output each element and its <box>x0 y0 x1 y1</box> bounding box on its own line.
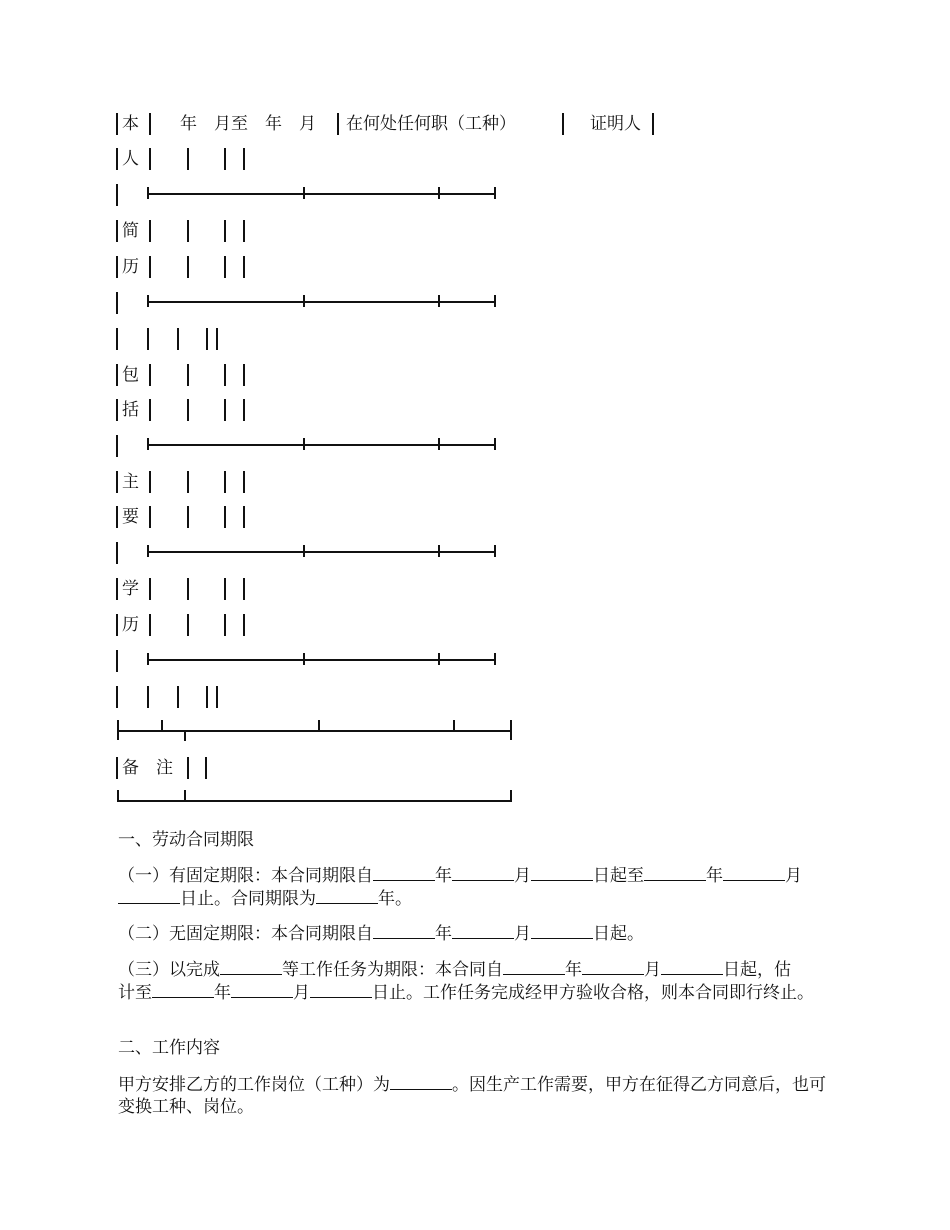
table-border <box>116 328 118 350</box>
paragraph-text: 日起。 <box>593 924 644 944</box>
table-row-label: 要 <box>122 507 139 527</box>
table-rule-tick <box>438 545 440 557</box>
table-rule-tick <box>184 731 186 741</box>
table-border <box>224 148 226 170</box>
table-header-col1: 本 <box>122 114 139 134</box>
paragraph-text: 年。 <box>378 889 412 909</box>
table-border <box>149 614 151 636</box>
table-border <box>149 364 151 386</box>
table-row-label: 人 <box>122 149 139 169</box>
table-border <box>243 148 245 170</box>
paragraph-text: 等工作任务为期限：本合同自 <box>282 960 503 980</box>
table-rule <box>148 659 495 661</box>
blank-field[interactable] <box>373 864 435 881</box>
paragraph-text: 日止。合同期限为 <box>180 889 316 909</box>
table-header-col3: 在何处任何职（工种） <box>346 114 516 134</box>
table-border <box>216 686 218 708</box>
table-rule-tick <box>438 295 440 307</box>
table-border <box>243 256 245 278</box>
paragraph-text: 月 <box>514 866 531 886</box>
table-row-label: 历 <box>122 257 139 277</box>
blank-field[interactable] <box>452 922 514 939</box>
blank-field[interactable] <box>310 981 372 998</box>
blank-field[interactable] <box>582 958 644 975</box>
paragraph-text: 年 <box>435 924 452 944</box>
table-border <box>187 578 189 600</box>
table-border <box>187 614 189 636</box>
table-rule-tick <box>147 187 149 199</box>
paragraph-text: 月 <box>644 960 661 980</box>
table-border <box>149 471 151 493</box>
table-row-label: 括 <box>122 400 139 420</box>
table-border <box>147 686 149 708</box>
blank-field[interactable] <box>118 887 180 904</box>
table-border <box>187 256 189 278</box>
blank-field[interactable] <box>723 864 785 881</box>
table-border <box>116 148 118 170</box>
table-row-label: 包 <box>122 365 139 385</box>
paragraph-text: 日起，估 <box>723 960 791 980</box>
blank-field[interactable] <box>152 981 214 998</box>
table-border <box>149 256 151 278</box>
table-border <box>216 328 218 350</box>
blank-field[interactable] <box>220 958 282 975</box>
table-header-col2: 年 月至 年 月 <box>180 114 316 134</box>
table-border <box>116 256 118 278</box>
table-border <box>187 399 189 421</box>
blank-field[interactable] <box>503 958 565 975</box>
table-border <box>116 292 118 314</box>
table-rule-tick <box>510 720 512 740</box>
table-rule-tick <box>147 545 149 557</box>
blank-field[interactable] <box>452 864 514 881</box>
table-rule-tick <box>438 438 440 450</box>
paragraph-text: 。因生产工作需要，甲方在征得乙方同意后，也可变换工种、岗位。 <box>118 1075 826 1117</box>
table-rule-tick <box>184 790 186 802</box>
table-border <box>187 471 189 493</box>
table-border <box>149 399 151 421</box>
blank-field[interactable] <box>390 1073 452 1090</box>
paragraph-text: 月 <box>785 866 802 886</box>
table-border <box>116 113 118 135</box>
table-rule-tick <box>117 790 119 802</box>
table-border <box>116 399 118 421</box>
blank-field[interactable] <box>531 922 593 939</box>
paragraph-text: 日止。工作任务完成经甲方验收合格，则本合同即行终止。 <box>372 983 814 1003</box>
table-border <box>243 220 245 242</box>
table-border <box>187 757 189 779</box>
table-rule-tick <box>147 295 149 307</box>
table-rule-tick <box>494 187 496 199</box>
table-border <box>187 220 189 242</box>
table-border <box>116 578 118 600</box>
table-border <box>116 184 118 206</box>
table-border <box>205 757 207 779</box>
section-title: 一、劳动合同期限 <box>118 830 254 850</box>
table-border <box>224 220 226 242</box>
table-border <box>337 113 339 135</box>
table-row-label: 主 <box>122 472 139 492</box>
table-border <box>243 471 245 493</box>
table-border <box>149 220 151 242</box>
table-border <box>177 686 179 708</box>
blank-field[interactable] <box>373 922 435 939</box>
table-rule-tick <box>453 720 455 730</box>
table-rule-tick <box>147 438 149 450</box>
paragraph-text: 甲方安排乙方的工作岗位（工种）为 <box>118 1075 390 1095</box>
table-border <box>116 471 118 493</box>
table-border <box>187 364 189 386</box>
table-rule-tick <box>303 545 305 557</box>
paragraph-work-content <box>118 1073 834 1118</box>
paragraph-text: 年 <box>706 866 723 886</box>
table-border <box>243 578 245 600</box>
table-rule <box>117 800 511 802</box>
table-border <box>116 435 118 457</box>
table-border <box>224 614 226 636</box>
table-border <box>147 328 149 350</box>
table-border <box>206 328 208 350</box>
table-row-label: 历 <box>122 615 139 635</box>
paragraph-text: 年 <box>214 983 231 1003</box>
table-header-col4: 证明人 <box>590 114 641 134</box>
blank-field[interactable] <box>231 981 293 998</box>
table-border <box>187 148 189 170</box>
table-row-label: 学 <box>122 579 139 599</box>
table-border <box>116 364 118 386</box>
table-border <box>116 506 118 528</box>
table-border <box>116 542 118 564</box>
remark-label: 备 注 <box>122 758 173 778</box>
table-rule-tick <box>318 720 320 730</box>
table-border <box>224 399 226 421</box>
table-rule <box>148 444 495 446</box>
table-rule <box>148 551 495 553</box>
table-rule <box>117 730 511 732</box>
table-border <box>116 757 118 779</box>
paragraph-fixed-term <box>118 864 834 910</box>
table-border <box>116 686 118 708</box>
table-row-label: 简 <box>122 221 139 241</box>
table-border <box>149 148 151 170</box>
table-border <box>224 578 226 600</box>
table-border <box>149 506 151 528</box>
paragraph-text: 年 <box>565 960 582 980</box>
table-border <box>187 506 189 528</box>
paragraph-text: 计至 <box>118 983 152 1003</box>
table-rule <box>148 301 495 303</box>
table-border <box>243 399 245 421</box>
table-rule-tick <box>510 790 512 802</box>
table-border <box>206 686 208 708</box>
blank-field[interactable] <box>661 958 723 975</box>
table-rule-tick <box>161 720 163 730</box>
table-rule <box>148 193 495 195</box>
table-border <box>243 614 245 636</box>
table-rule-tick <box>494 438 496 450</box>
paragraph-text: 日起至 <box>593 866 644 886</box>
table-border <box>116 614 118 636</box>
table-rule-tick <box>303 653 305 665</box>
paragraph-open-term <box>118 922 834 945</box>
table-border <box>562 113 564 135</box>
table-rule-tick <box>117 720 119 740</box>
table-border <box>224 256 226 278</box>
table-rule-tick <box>147 653 149 665</box>
table-border <box>149 113 151 135</box>
table-rule-tick <box>303 187 305 199</box>
table-rule-tick <box>438 653 440 665</box>
blank-field[interactable] <box>644 864 706 881</box>
paragraph-text: 年 <box>435 866 452 886</box>
paragraph-text: 月 <box>293 983 310 1003</box>
paragraph-text: 月 <box>514 924 531 944</box>
table-border <box>149 578 151 600</box>
table-border <box>243 364 245 386</box>
table-border <box>224 364 226 386</box>
table-rule-tick <box>303 295 305 307</box>
blank-field[interactable] <box>531 864 593 881</box>
blank-field[interactable] <box>316 887 378 904</box>
table-rule-tick <box>494 295 496 307</box>
table-border <box>116 220 118 242</box>
table-border <box>224 471 226 493</box>
section-title: 二、工作内容 <box>118 1038 220 1058</box>
table-rule-tick <box>438 187 440 199</box>
table-rule-tick <box>494 653 496 665</box>
table-rule-tick <box>303 438 305 450</box>
paragraph-task-term <box>118 958 834 1004</box>
table-border <box>177 328 179 350</box>
paragraph-text: （三）以完成 <box>118 960 220 980</box>
table-border <box>652 113 654 135</box>
table-border <box>243 506 245 528</box>
paragraph-text: （二）无固定期限：本合同期限自 <box>118 924 373 944</box>
table-border <box>116 650 118 672</box>
table-border <box>224 506 226 528</box>
paragraph-text: （一）有固定期限：本合同期限自 <box>118 866 373 886</box>
table-rule-tick <box>494 545 496 557</box>
